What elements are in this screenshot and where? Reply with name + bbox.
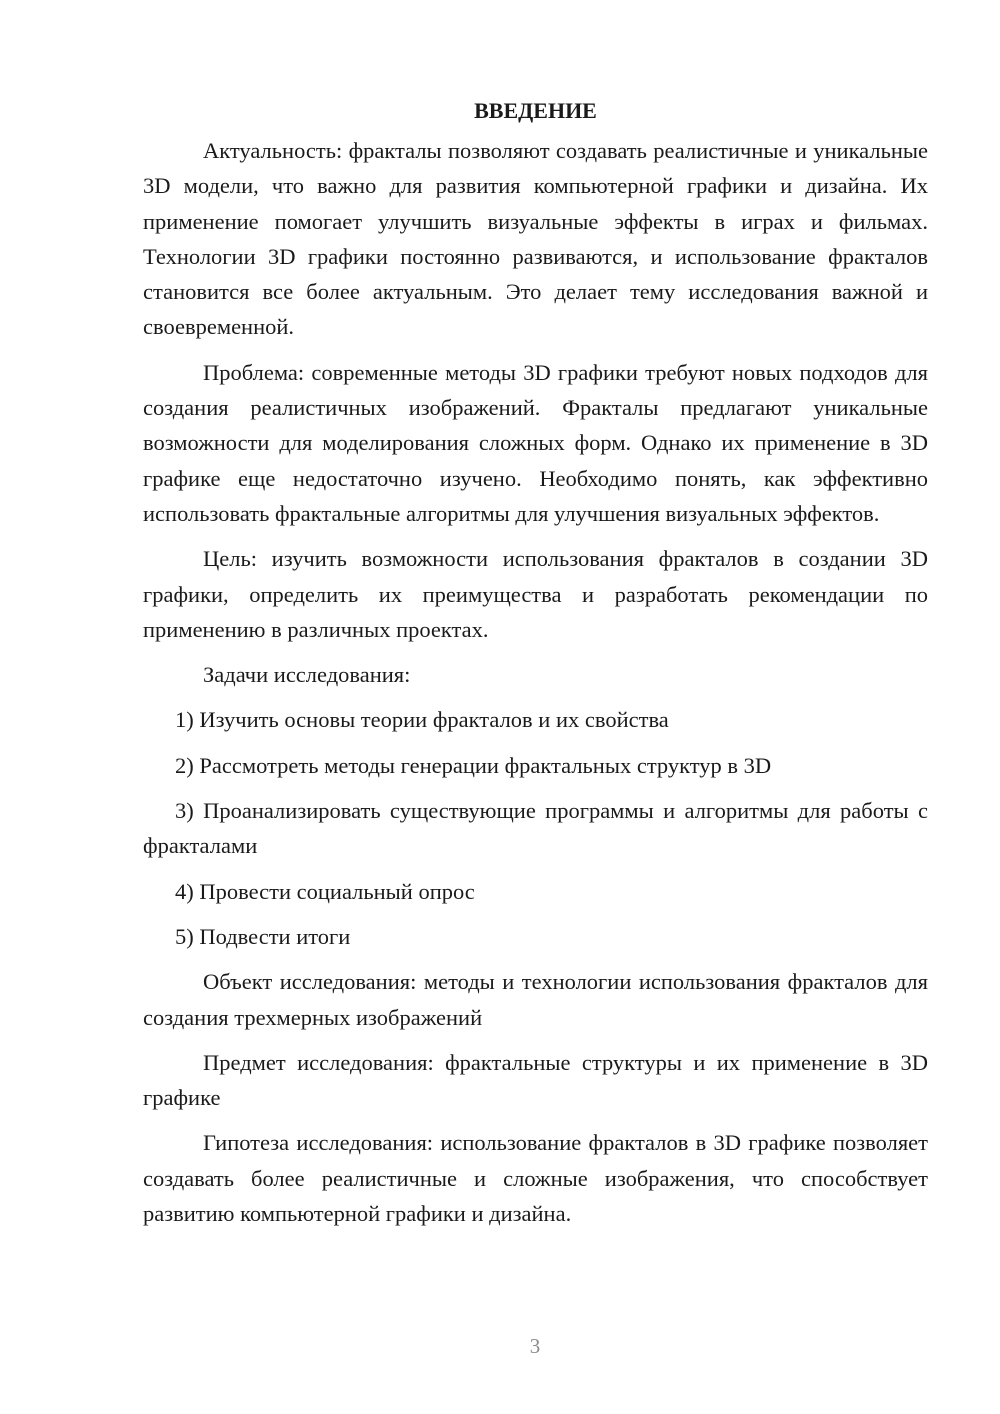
- paragraph-object: Объект исследования: методы и технологии использования фракталов для создания трехмерных изображений: [143, 969, 928, 1030]
- section-title: ВВЕДЕНИЕ: [474, 98, 597, 123]
- page-number: 3: [529, 1334, 541, 1358]
- task-item: 3) Проанализировать существующие программы и алгоритмы для работы с фракталами: [143, 798, 928, 859]
- task-item: 5) Подвести итоги: [175, 923, 351, 949]
- paragraph-hypothesis: Гипотеза исследования: использование фракталов в 3D графике позволяет создавать более реалистичные и сложные изображения, что способствует развитию компьютерной графики и дизайна.: [143, 1130, 928, 1227]
- task-item: 4) Провести социальный опрос: [175, 878, 475, 904]
- document-page: [143, 94, 928, 1241]
- paragraph-subject: Предмет исследования: фрактальные структуры и их применение в 3D графике: [143, 1049, 928, 1111]
- paragraph-goal: Цель: изучить возможности использования фракталов в создании 3D графики, определить их преимущества и разработать рекомендации по применению в различных проектах.: [143, 546, 928, 642]
- paragraph-problem: Проблема: современные методы 3D графики требуют новых подходов для создания реалистичных изображений. Фракталы предлагают уникальные возможности для моделирования сложных форм. Однако их применение в 3D графике еще недостаточно изучено. Необходимо понять, как эффективно использовать фрактальные алгоритмы для улучшения визуальных эффектов.: [143, 359, 928, 526]
- paragraph-tasks-heading: Задачи исследования:: [203, 662, 411, 688]
- paragraph-relevance: Актуальность: фракталы позволяют создавать реалистичные и уникальные 3D модели, что важно для развития компьютерной графики и дизайна. Их применение помогает улучшить визуальные эффекты в играх и фильмах. Технологии 3D графики постоянно развиваются, и использование фракталов становится все более актуальным. Это делает тему исследования важной и своевременной.: [143, 138, 928, 340]
- task-item: 1) Изучить основы теории фракталов и их свойства: [175, 707, 669, 733]
- task-item: 2) Рассмотреть методы генерации фрактальных структур в 3D: [175, 752, 772, 778]
